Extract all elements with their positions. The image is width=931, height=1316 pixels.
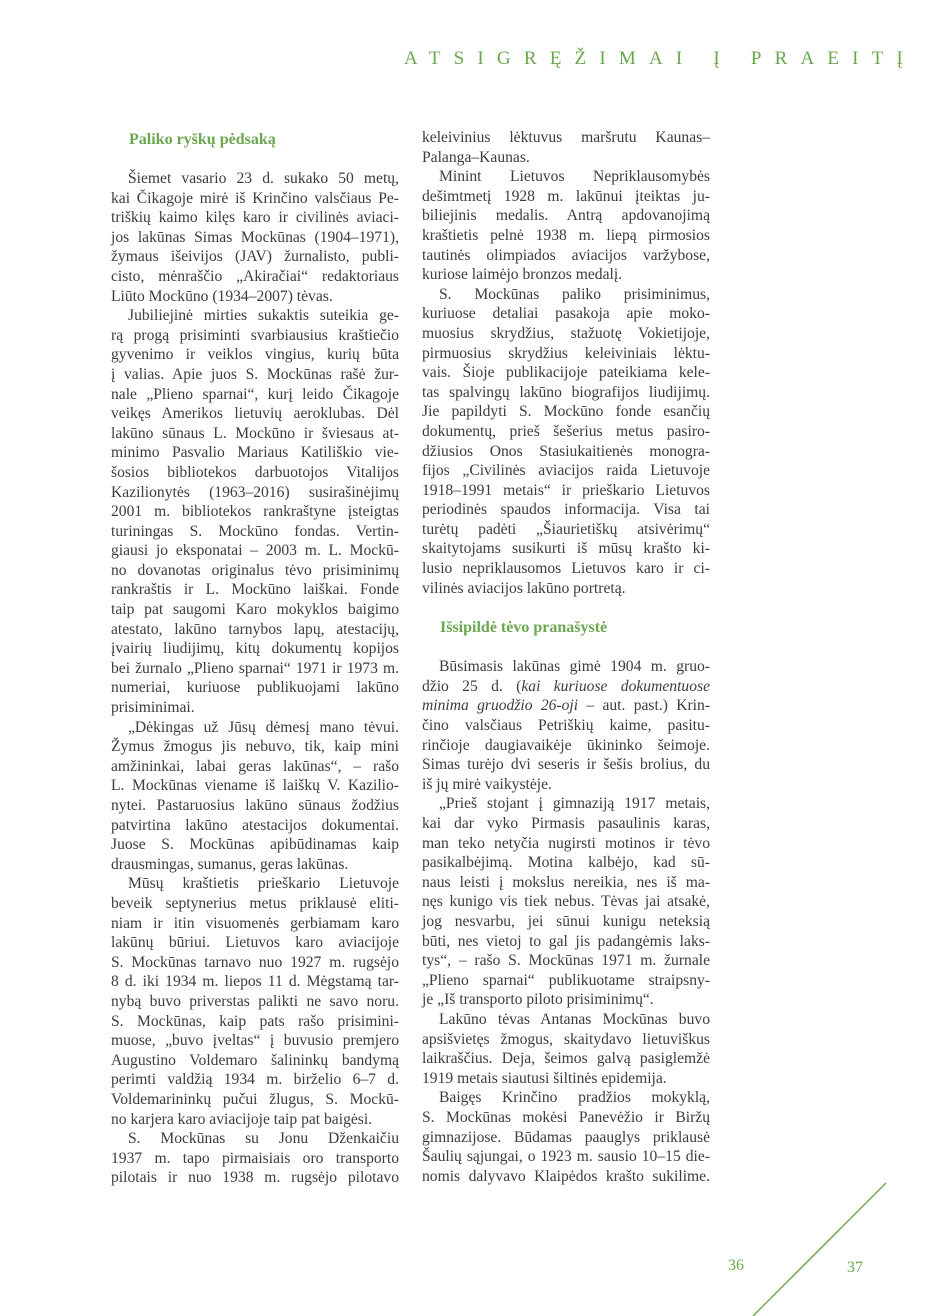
text-line: Jubiliejinė mirties sukaktis suteikia ge- [128, 307, 399, 325]
text-line: kai dar vyko Pirmasis pasaulinis karas, [422, 815, 710, 832]
text-line: 2001 m. bibliotekos rankraštyne įsteigtas [111, 503, 399, 521]
text-line: iš jų mirė vaikystėje. [422, 775, 552, 793]
text-line: prisiminimai. [111, 699, 195, 717]
text-line: lakūno sūnaus L. Mockūno ir šviesaus at- [111, 424, 399, 442]
text-line: S. Mockūnas, kaip pats rašo prisimini- [111, 1012, 399, 1030]
text-line: taip pat saugomi Karo mokyklos baigimo [111, 601, 399, 619]
text-line: jog nesvarbu, jei sūnui kunigu neteksią [422, 912, 710, 930]
text-line: drausmingas, sumanus, geras lakūnas. [111, 855, 349, 873]
text-line: dešimtmetį 1928 m. lakūnui įteiktas ju- [422, 187, 710, 205]
text-line: bei žurnalo „Plieno sparnai“ 1971 ir 1973 m. [111, 659, 399, 677]
text-line: čino valsčiaus Petriškių kaime, pasitu- [422, 717, 710, 735]
text-line: amžininkai, labai geras lakūnas“, – rašo [111, 757, 399, 775]
text-line: tautinės olimpiados aviacijos varžybose, [422, 246, 710, 264]
text-line: niam ir itin visuomenės gerbiamam karo [111, 914, 399, 932]
text-line: 1937 m. tapo pirmaisiais oro transporto [111, 1149, 399, 1167]
text-line: Žymus žmogus jis nebuvo, tik, kaip mini [111, 738, 399, 756]
text-line: rą progą prisiminti svarbiausius kraštiečio [111, 326, 399, 344]
text-line: muosius skrydžius, stažuotę Vokietijoje, [422, 324, 710, 342]
text-span: – aut. past.) Krin- [578, 697, 710, 715]
text-line: no dovanotas originalus tėvo prisiminimų [111, 561, 399, 579]
text-line: Šaulių sąjungai, o 1923 m. sausio 10–15 die- [422, 1148, 710, 1166]
text-line: rinčioje daugiavaikėje ūkininko šeimoje. [422, 736, 710, 754]
text-line: nęs kunigo vis tiek nebus. Tėvas jai atsakė, [422, 893, 710, 911]
text-line: vilinės aviacijos lakūno portretą. [422, 579, 626, 597]
text-line: Simas turėjo dvi seseris ir šešis brolius, du [422, 756, 710, 774]
text-line: je „Iš transporto piloto prisiminimų“. [422, 991, 654, 1009]
diagonal-divider [753, 1183, 886, 1316]
text-line: biliejinis medalis. Antrą apdovanojimą [422, 207, 710, 225]
text-line: „Dėkingas už Jūsų dėmesį mano tėvui. [128, 718, 399, 736]
text-line: apsišvietęs žmogus, skaitydavo lietuviškus [422, 1030, 710, 1048]
text-line: vais. Šioje publikacijoje pateikiama kele- [422, 364, 710, 382]
page-number-right: 37 [847, 1259, 863, 1276]
text-line: muose, „buvo įveltas“ į buvusio premjero [111, 1032, 399, 1050]
text-line: patvirtina lakūno atestacijos dokumentai. [111, 816, 399, 834]
text-line: periodinės spaudos informacija. Visa tai [422, 501, 710, 519]
text-line: Lakūno tėvas Antanas Mockūnas buvo [439, 1010, 710, 1028]
text-line: man teko netyčia nugirsti motinos ir tėvo [422, 834, 710, 852]
text-line: perimti valdžią 1934 m. birželio 6–7 d. [111, 1071, 399, 1089]
text-line: gimnazijose. Būdamas paauglys priklausė [422, 1128, 710, 1146]
section-heading-left: Paliko ryškų pėdsaką [129, 131, 276, 148]
text-line: no karjera karo aviacijoje taip pat baigėsi. [111, 1110, 373, 1128]
text-line: fijos „Civilinės aviacijos raida Lietuvoje [422, 462, 710, 480]
text-line: „Prieš stojant į gimnaziją 1917 metais, [439, 795, 710, 813]
text-line: pilotais ir nuo 1938 m. rugsėjo pilotavo [111, 1169, 399, 1187]
text-line: numeriai, kuriuose publikuojami lakūno [111, 679, 399, 697]
text-line: kraštietis pelnė 1938 m. liepą pirmosios [422, 226, 710, 244]
text-line: S. Mockūnas paliko prisiminimus, [439, 285, 710, 303]
text-line: džiusios Onos Stasiukaitienės monogra- [422, 442, 710, 460]
text-line: Juose S. Mockūnas apibūdinamas kaip [111, 836, 399, 854]
text-line: nomis dalyvavo Klaipėdos krašto sukilime. [422, 1167, 710, 1185]
text-line: „Plieno sparnai“ publikuotame straipsny- [422, 971, 710, 989]
text-line: skaitytojams susikurti iš mūsų krašto ki- [422, 540, 710, 558]
text-line: L. Mockūnas viename iš laiškų V. Kazilio- [111, 777, 399, 795]
running-head: ATSIGRĘŽIMAI Į PRAEITĮ [404, 48, 917, 69]
text-line: lakūnų būriui. Lietuvos karo aviacijoje [111, 934, 399, 952]
italic-span: minima gruodžio 26-oji [422, 697, 579, 715]
text-line: Voldemarininkų pučui žlugus, S. Mockū- [111, 1090, 399, 1108]
text-line: Jie papildyti S. Mockūno fonde esančių [422, 403, 710, 421]
italic-span: kai kuriuose dokumentuose [521, 677, 710, 695]
text-line: turėtų padėti „Šiaurietiškų atsivėrimų“ [422, 520, 710, 538]
text-line: S. Mockūnas mokėsi Panevėžio ir Biržų [422, 1108, 710, 1126]
text-line: tys“, – rašo S. Mockūnas 1971 m. žurnale [422, 952, 710, 970]
text-line: šosios bibliotekos darbuotojos Vitalijos [111, 463, 399, 481]
text-span: džio 25 d. ( [422, 677, 522, 695]
text-line: dokumentų, prieš šešerius metus pasiro- [422, 422, 710, 440]
page-number-left: 36 [728, 1257, 744, 1274]
text-line: 8 d. iki 1934 m. liepos 11 d. Mėgstamą tar- [111, 973, 399, 991]
text-line: nale „Plieno sparnai“, kurį leido Čikagoje [111, 385, 399, 403]
text-line: kuriuose detaliai pasakoja apie moko- [422, 305, 710, 323]
text-line: triškių kaimo kilęs karo ir civilinės aviaci- [111, 209, 399, 227]
text-line: būti, nes vietoj to gal jis padangėmis laks- [422, 932, 710, 950]
text-line: Palanga–Kaunas. [422, 148, 530, 166]
text-line: Minint Lietuvos Nepriklausomybės [439, 168, 710, 186]
text-line: atestato, lakūno tarnybos lapų, atestacijų, [111, 620, 399, 638]
text-line: Kazilionytės (1963–2016) susirašinėjimų [111, 483, 399, 501]
text-line: jos lakūnas Simas Mockūnas (1904–1971), [111, 228, 399, 246]
text-line: naus leisti į mokslus nereikia, nes iš ma- [422, 873, 710, 891]
text-line: 1918–1991 metais“ ir prieškario Lietuvos [422, 481, 710, 499]
text-line: beveik septynerius metus priklausė eliti- [111, 894, 399, 912]
text-line: tas spalvingų lakūno biografijos liudijimų. [422, 383, 710, 401]
text-line: lusio nepriklausomos Lietuvos karo ir ci- [422, 560, 710, 578]
text-line: Mūsų kraštietis prieškario Lietuvoje [128, 875, 399, 893]
text-line: pasikalbėjimą. Motina kalbėjo, kad sū- [422, 854, 710, 872]
text-line: žymaus išeivijos (JAV) žurnalisto, publi- [111, 248, 399, 266]
text-line: pirmuosius skrydžius keleiviniais lėktu- [422, 344, 710, 362]
text-line: įvairių liudijimų, kitų dokumentų kopijos [111, 640, 399, 658]
text-line: Liūto Mockūno (1934–2007) tėvas. [111, 287, 333, 305]
text-line: S. Mockūnas tarnavo nuo 1927 m. rugsėjo [111, 953, 399, 971]
text-line: nytei. Pastaruosius lakūno sūnaus žodžius [111, 797, 399, 814]
text-line: kuriose laimėjo bronzos medalį. [422, 266, 623, 284]
text-line: giausi jo eksponatai – 2003 m. L. Mockū- [111, 542, 399, 560]
text-line: gyvenimo ir veiklos vingius, kurių būta [111, 346, 399, 364]
text-line: S. Mockūnas su Jonu Dženkaičiu [128, 1130, 399, 1148]
text-line: turiningas S. Mockūno fondas. Vertin- [111, 522, 399, 540]
section-heading-right: Išsipildė tėvo pranašystė [440, 619, 608, 637]
text-line: minimo Pasvalio Mariaus Katiliškio vie- [111, 444, 399, 462]
text-line: į valias. Apie juos S. Mockūnas rašė žur- [111, 365, 399, 383]
text-line: Šiemet vasario 23 d. sukako 50 metų, [128, 170, 399, 187]
text-line: Augustino Voldemaro šalininkų bandymą [111, 1051, 399, 1069]
text-line: cisto, mėnraščio „Akiračiai“ redaktoriaus [111, 267, 399, 285]
text-line: Būsimasis lakūnas gimė 1904 m. gruo- [439, 658, 710, 676]
text-line: laikraščius. Deja, šeimos galvą pasiglemžė [422, 1050, 710, 1068]
text-line: kai Čikagoje mirė iš Krinčino valsčiaus Pe- [111, 189, 399, 207]
text-line: nybą buvo priverstas palikti ne savo noru. [111, 992, 399, 1010]
text-line: 1919 metais siautusi šiltinės epidemija. [422, 1069, 667, 1087]
text-line: Baigęs Krinčino pradžios mokyklą, [439, 1089, 710, 1107]
text-line: veikęs Amerikos lietuvių aeroklubas. Dėl [111, 405, 399, 423]
text-line: rankraštis ir L. Mockūno laiškai. Fonde [111, 581, 399, 599]
text-line: keleivinius lėktuvus maršrutu Kaunas– [422, 129, 710, 146]
